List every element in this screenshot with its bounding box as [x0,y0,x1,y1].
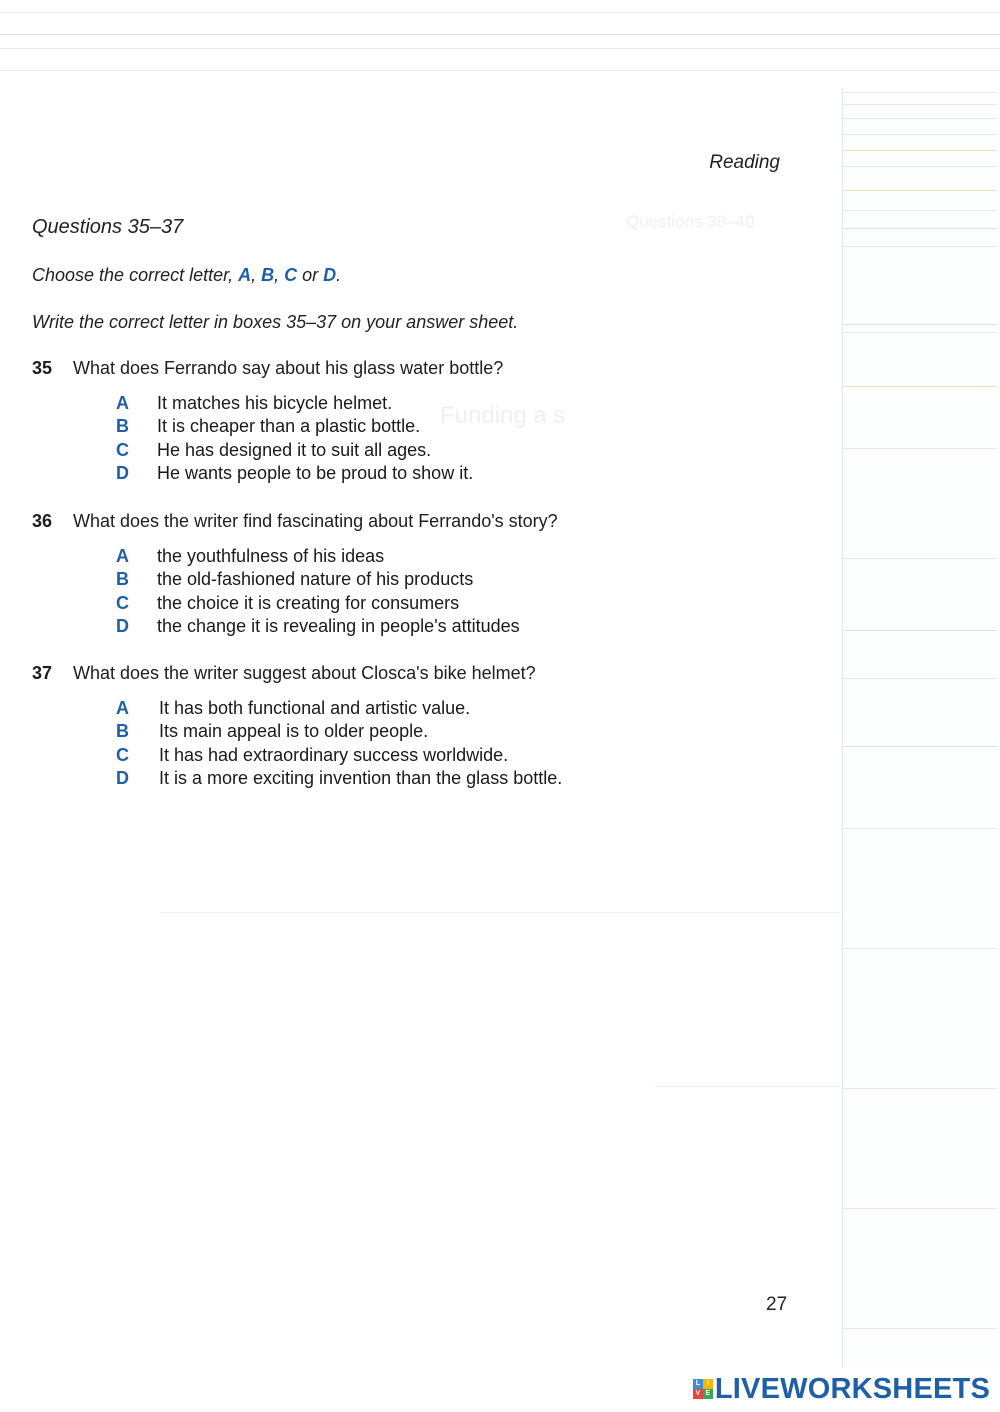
question-text: What does the writer suggest about Closca's bike helmet? [73,663,536,683]
question-text: What does Ferrando say about his glass water bottle? [73,358,504,378]
letter-d: D [323,265,337,285]
option-text: It is cheaper than a plastic bottle. [157,416,421,437]
option-letter: B [116,721,129,742]
option-36-c[interactable] [114,592,674,615]
question-text: What does the writer find fascinating about Ferrando's story? [73,511,558,531]
question-35 [32,358,732,379]
option-letter: B [116,416,129,437]
option-text: the choice it is creating for consumers [157,592,460,613]
question-36 [32,511,732,532]
option-37-b[interactable] [114,720,674,743]
running-head: Reading [709,152,780,173]
letter-c: C [284,265,298,285]
option-letter: C [116,744,129,765]
option-37-d[interactable] [114,767,674,790]
letter-b: B [261,265,275,285]
questions-heading: Questions 35–37 [32,216,184,238]
separator: , [274,265,285,285]
faint-rule [655,1086,840,1087]
question-number: 36 [32,511,53,531]
question-number: 37 [32,663,53,683]
options-36 [114,545,674,638]
option-letter: D [116,462,129,483]
instruction-choose-letter [32,265,341,286]
option-text: the old-fashioned nature of his products [157,569,474,590]
option-letter: B [116,569,129,590]
instruction-answer-sheet: Write the correct letter in boxes 35–37 on your answer sheet. [32,312,519,332]
option-letter: C [116,592,129,613]
faint-rule [160,912,840,913]
option-text: It is a more exciting invention than the glass bottle. [159,767,563,788]
option-35-c[interactable] [114,439,674,462]
separator: or [297,265,324,285]
option-37-c[interactable] [114,744,674,767]
option-text: the youthfulness of his ideas [157,546,385,566]
options-37 [114,697,674,790]
option-37-a[interactable] [114,697,674,720]
option-letter: D [116,767,129,788]
option-letter: A [116,393,129,413]
option-35-b[interactable] [114,415,674,438]
option-36-d[interactable] [114,615,674,638]
liveworksheets-logo[interactable] [693,1374,990,1404]
option-text: Its main appeal is to older people. [159,721,429,742]
bleed-through-text: Questions 38–40 [626,212,755,231]
liveworksheets-logo-icon: L I V E [693,1379,713,1399]
option-letter: A [116,546,129,566]
separator: . [336,265,342,285]
option-text: the change it is revealing in people's attitudes [157,615,520,636]
instruction-text: Choose the correct letter, [32,265,239,285]
page-number: 27 [766,1294,788,1315]
option-35-a[interactable] [114,392,674,415]
scan-lines-top [0,0,1000,90]
option-36-b[interactable] [114,568,674,591]
question-number: 35 [32,358,53,378]
option-text: He has designed it to suit all ages. [157,439,432,460]
option-text: It matches his bicycle helmet. [157,393,393,413]
option-36-a[interactable] [114,545,674,568]
option-letter: D [116,615,129,636]
options-35 [114,392,674,485]
question-37 [32,663,732,684]
option-35-d[interactable] [114,462,674,485]
logo-text: LIVEWORKSHEETS [714,1372,990,1405]
option-letter: C [116,439,129,460]
option-text: It has had extraordinary success worldwide. [159,744,509,765]
option-letter: A [116,698,129,718]
option-text: It has both functional and artistic value. [159,698,471,718]
option-text: He wants people to be proud to show it. [157,462,474,483]
separator: , [251,265,262,285]
right-margin-gutter [842,88,1000,1368]
bleed-through-heading: Funding a s [440,402,566,429]
letter-a: A [238,265,252,285]
